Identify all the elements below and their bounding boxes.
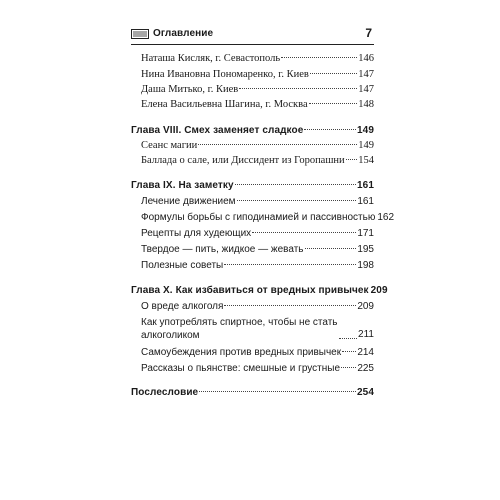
- toc-entry[interactable]: [141, 300, 374, 314]
- toc-entry[interactable]: [141, 227, 374, 241]
- dot-leader: [281, 57, 357, 58]
- book-icon: [131, 29, 149, 39]
- toc-entry-page: 161: [357, 180, 374, 191]
- toc-entry-page: 147: [358, 69, 374, 80]
- toc-entry-page: 254: [357, 387, 374, 398]
- dot-leader: [339, 338, 358, 339]
- toc-entry-page: 146: [358, 53, 374, 64]
- toc-entry-page: 154: [358, 155, 374, 166]
- toc-entry-page: 148: [358, 99, 374, 110]
- dot-leader: [198, 144, 357, 145]
- toc-entry-page: 225: [357, 363, 374, 374]
- toc-chapter-title: Послесловие: [131, 387, 199, 398]
- toc-entry[interactable]: [141, 154, 374, 168]
- toc-entry-title: Рецепты для худеющих: [141, 228, 252, 239]
- toc-chapter-entry[interactable]: [131, 179, 374, 193]
- toc-entry-title-line1: Как употреблять спиртное, чтобы не стать: [141, 317, 338, 328]
- toc-entry-page: 162: [377, 212, 395, 223]
- toc-entry-page: 149: [357, 125, 374, 136]
- dot-leader: [309, 103, 358, 104]
- page-number: 7: [365, 26, 372, 40]
- toc-entry-title: Даша Митько, г. Киев: [141, 84, 239, 95]
- toc-entry-title: Формулы борьбы с гиподинамией и пассивностью: [141, 212, 376, 223]
- toc-entry-page: 214: [357, 347, 374, 358]
- toc-entry-title: О вреде алкоголя: [141, 301, 224, 312]
- toc-chapter-entry[interactable]: [131, 386, 374, 400]
- toc-entry-page: 171: [357, 228, 374, 239]
- dot-leader: [341, 367, 356, 368]
- toc-entry-page: 161: [357, 196, 374, 207]
- dot-leader: [224, 305, 356, 306]
- toc-entry[interactable]: [141, 139, 374, 153]
- toc-entry-page: 209: [357, 301, 374, 312]
- toc-entry-title: Елена Васильевна Шагина, г. Москва: [141, 99, 308, 110]
- toc-chapter-entry[interactable]: [131, 124, 374, 138]
- toc-entry-title: Твердое — пить, жидкое — жевать: [141, 244, 304, 255]
- dot-leader: [237, 200, 357, 201]
- dot-leader: [235, 184, 356, 185]
- toc-entry-title: Самоубеждения против вредных привычек: [141, 347, 342, 358]
- toc-entry-title: Наташа Кисляк, г. Севастополь: [141, 53, 281, 64]
- toc-entry[interactable]: [141, 52, 374, 66]
- dot-leader: [310, 73, 357, 74]
- toc-entry-page: 195: [357, 244, 374, 255]
- toc-entry-page: 198: [357, 260, 374, 271]
- toc-entry-page: 149: [358, 140, 374, 151]
- toc-entry[interactable]: [141, 346, 374, 360]
- dot-leader: [346, 159, 358, 160]
- dot-leader: [252, 232, 356, 233]
- dot-leader: [305, 248, 357, 249]
- toc-entry[interactable]: [141, 259, 374, 273]
- toc-entry-title: Рассказы о пьянстве: смешные и грустные: [141, 363, 341, 374]
- toc-entry[interactable]: [141, 195, 374, 209]
- toc-entry-title: Баллада о сале, или Диссидент из Горопашни: [141, 155, 345, 166]
- toc-entry[interactable]: [141, 211, 395, 225]
- toc-entry[interactable]: [141, 83, 374, 97]
- dot-leader: [239, 88, 357, 89]
- toc-entry[interactable]: [141, 98, 374, 112]
- toc-entry-title: Полезные советы: [141, 260, 224, 271]
- header-title: Оглавление: [153, 28, 214, 39]
- toc-entry[interactable]: [141, 243, 374, 257]
- toc-entry-title: Сеанс магии: [141, 140, 198, 151]
- toc-entry-title: [141, 316, 338, 342]
- toc-entry-page: 209: [370, 285, 388, 296]
- toc-entry-title-line2: алкоголиком: [141, 330, 200, 341]
- dot-leader: [224, 264, 356, 265]
- toc-chapter-title: Глава IX. На заметку: [131, 180, 234, 191]
- toc-chapter-title: Глава X. Как избавиться от вредных привычек: [131, 285, 369, 296]
- toc-entry[interactable]: [141, 362, 374, 376]
- toc-chapter-entry[interactable]: [131, 284, 388, 298]
- dot-leader: [342, 351, 356, 352]
- dot-leader: [199, 391, 356, 392]
- toc-entry[interactable]: [141, 68, 374, 82]
- toc-entry-title: Лечение движением: [141, 196, 236, 207]
- toc-chapter-title: Глава VIII. Смех заменяет сладкое: [131, 125, 304, 136]
- toc-entry-title: Нина Ивановна Пономаренко, г. Киев: [141, 69, 309, 80]
- page-header: [131, 26, 374, 45]
- toc-entry-page: 211: [358, 329, 374, 340]
- toc-entry[interactable]: [141, 314, 374, 342]
- toc-entry-page: 147: [358, 84, 374, 95]
- dot-leader: [304, 129, 356, 130]
